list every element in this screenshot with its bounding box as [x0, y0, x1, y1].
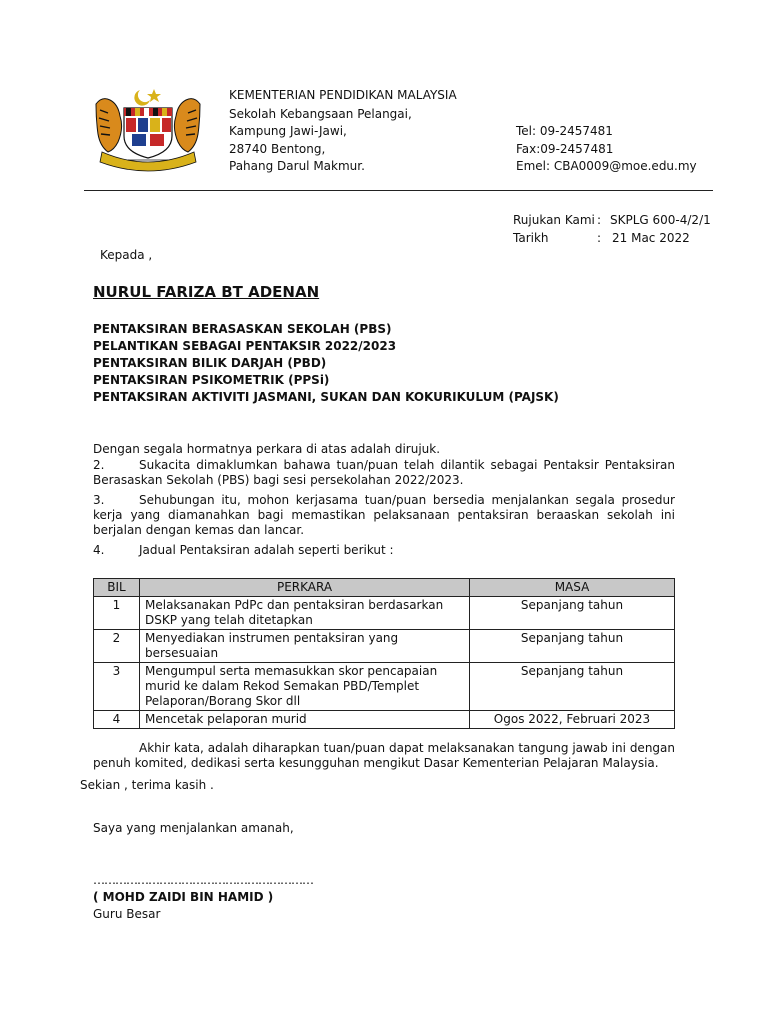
subject-line: PENTAKSIRAN BILIK DARJAH (PBD): [93, 356, 327, 370]
row-masa: Ogos 2022, Februari 2023: [470, 711, 675, 729]
paragraph-2-text: Sukacita dimaklumkan bahawa tuan/puan telah dilantik sebagai Pentaksir Pentaksiran Berasaskan Sekolah (PBS) bagi sesi persekolahan 2022/2023.: [93, 458, 675, 487]
telephone: Tel: 09-2457481: [516, 124, 613, 138]
table-row: [94, 711, 675, 729]
address-line-4: Pahang Darul Makmur.: [229, 159, 365, 173]
row-masa: Sepanjang tahun: [470, 630, 675, 663]
schedule-table: [93, 578, 675, 729]
subject-block: [93, 321, 559, 406]
subject-line: PELANTIKAN SEBAGAI PENTAKSIR 2022/2023: [93, 339, 397, 353]
tarikh-value: 21 Mac 2022: [612, 231, 690, 245]
address-line-1: Sekolah Kebangsaan Pelangai,: [229, 107, 412, 121]
paragraph-2-number: 2.: [93, 458, 105, 472]
paragraph-3-text: Sehubungan itu, mohon kerjasama tuan/puan bersedia menjalankan segala prosedur kerja yang diamanahkan bagi memastikan pelaksanaan pentaksiran beraaskan sekolah ini berjalan dengan kemas dan lancar.: [93, 493, 675, 537]
subject-line: PENTAKSIRAN BERASASKAN SEKOLAH (PBS): [93, 322, 392, 336]
paragraph-4-number: 4.: [93, 543, 105, 557]
signer-name: ( MOHD ZAIDI BIN HAMID ): [93, 890, 274, 904]
paragraph-1: Dengan segala hormatnya perkara di atas adalah dirujuk.: [93, 442, 441, 456]
row-bil: 2: [94, 630, 140, 663]
header-perkara: PERKARA: [140, 579, 470, 597]
paragraph-3-number: 3.: [93, 493, 105, 507]
paragraph-2: [93, 458, 675, 488]
header-divider: [84, 190, 713, 191]
paragraph-4-text: Jadual Pentaksiran adalah seperti berikut :: [139, 543, 394, 557]
tarikh-sep: :: [597, 231, 602, 245]
subject-line: PENTAKSIRAN PSIKOMETRIK (PPSi): [93, 373, 330, 387]
row-masa: Sepanjang tahun: [470, 663, 675, 711]
table-row: [94, 597, 675, 630]
rujukan-value: SKPLG 600-4/2/1: [610, 213, 711, 227]
tarikh-label: Tarikh: [513, 231, 549, 245]
ministry-name: KEMENTERIAN PENDIDIKAN MALAYSIA: [229, 88, 457, 102]
row-bil: 1: [94, 597, 140, 630]
signature-dots: ……………………………………………………: [93, 873, 313, 887]
address-line-2: Kampung Jawi-Jawi,: [229, 124, 347, 138]
subject-line: PENTAKSIRAN AKTIVITI JASMANI, SUKAN DAN KOKURIKULUM (PAJSK): [93, 390, 559, 404]
row-masa: Sepanjang tahun: [470, 597, 675, 630]
closing-text: Akhir kata, adalah diharapkan tuan/puan dapat melaksanakan tangung jawab ini dengan penuh komited, dedikasi serta kesungguhan mengikut Dasar Kementerian Pelajaran Malaysia.: [93, 741, 675, 770]
signer-title: Guru Besar: [93, 907, 161, 921]
table-header-row: [94, 579, 675, 597]
header-masa: MASA: [470, 579, 675, 597]
header-bil: BIL: [94, 579, 140, 597]
amanah-line: Saya yang menjalankan amanah,: [93, 821, 294, 835]
address-line-3: 28740 Bentong,: [229, 142, 326, 156]
thanks-line: Sekian , terima kasih .: [80, 778, 214, 792]
rujukan-label: Rujukan Kami: [513, 213, 595, 227]
row-perkara: Mencetak pelaporan murid: [140, 711, 470, 729]
kepada-label: Kepada ,: [100, 248, 153, 262]
closing-paragraph: [93, 741, 675, 771]
row-perkara: Menyediakan instrumen pentaksiran yang bersesuaian: [140, 630, 470, 663]
row-perkara: Melaksanakan PdPc dan pentaksiran berdasarkan DSKP yang telah ditetapkan: [140, 597, 470, 630]
row-bil: 4: [94, 711, 140, 729]
fax: Fax:09-2457481: [516, 142, 614, 156]
paragraph-4: [93, 543, 675, 558]
row-bil: 3: [94, 663, 140, 711]
rujukan-sep: :: [597, 213, 602, 227]
row-perkara: Mengumpul serta memasukkan skor pencapaian murid ke dalam Rekod Semakan PBD/Templet Pelaporan/Borang Skor dll: [140, 663, 470, 711]
table-row: [94, 630, 675, 663]
recipient-name: NURUL FARIZA BT ADENAN: [93, 283, 320, 301]
coat-of-arms-icon: [88, 86, 208, 172]
email: Emel: CBA0009@moe.edu.my: [516, 159, 697, 173]
table-row: [94, 663, 675, 711]
paragraph-3: [93, 493, 675, 538]
